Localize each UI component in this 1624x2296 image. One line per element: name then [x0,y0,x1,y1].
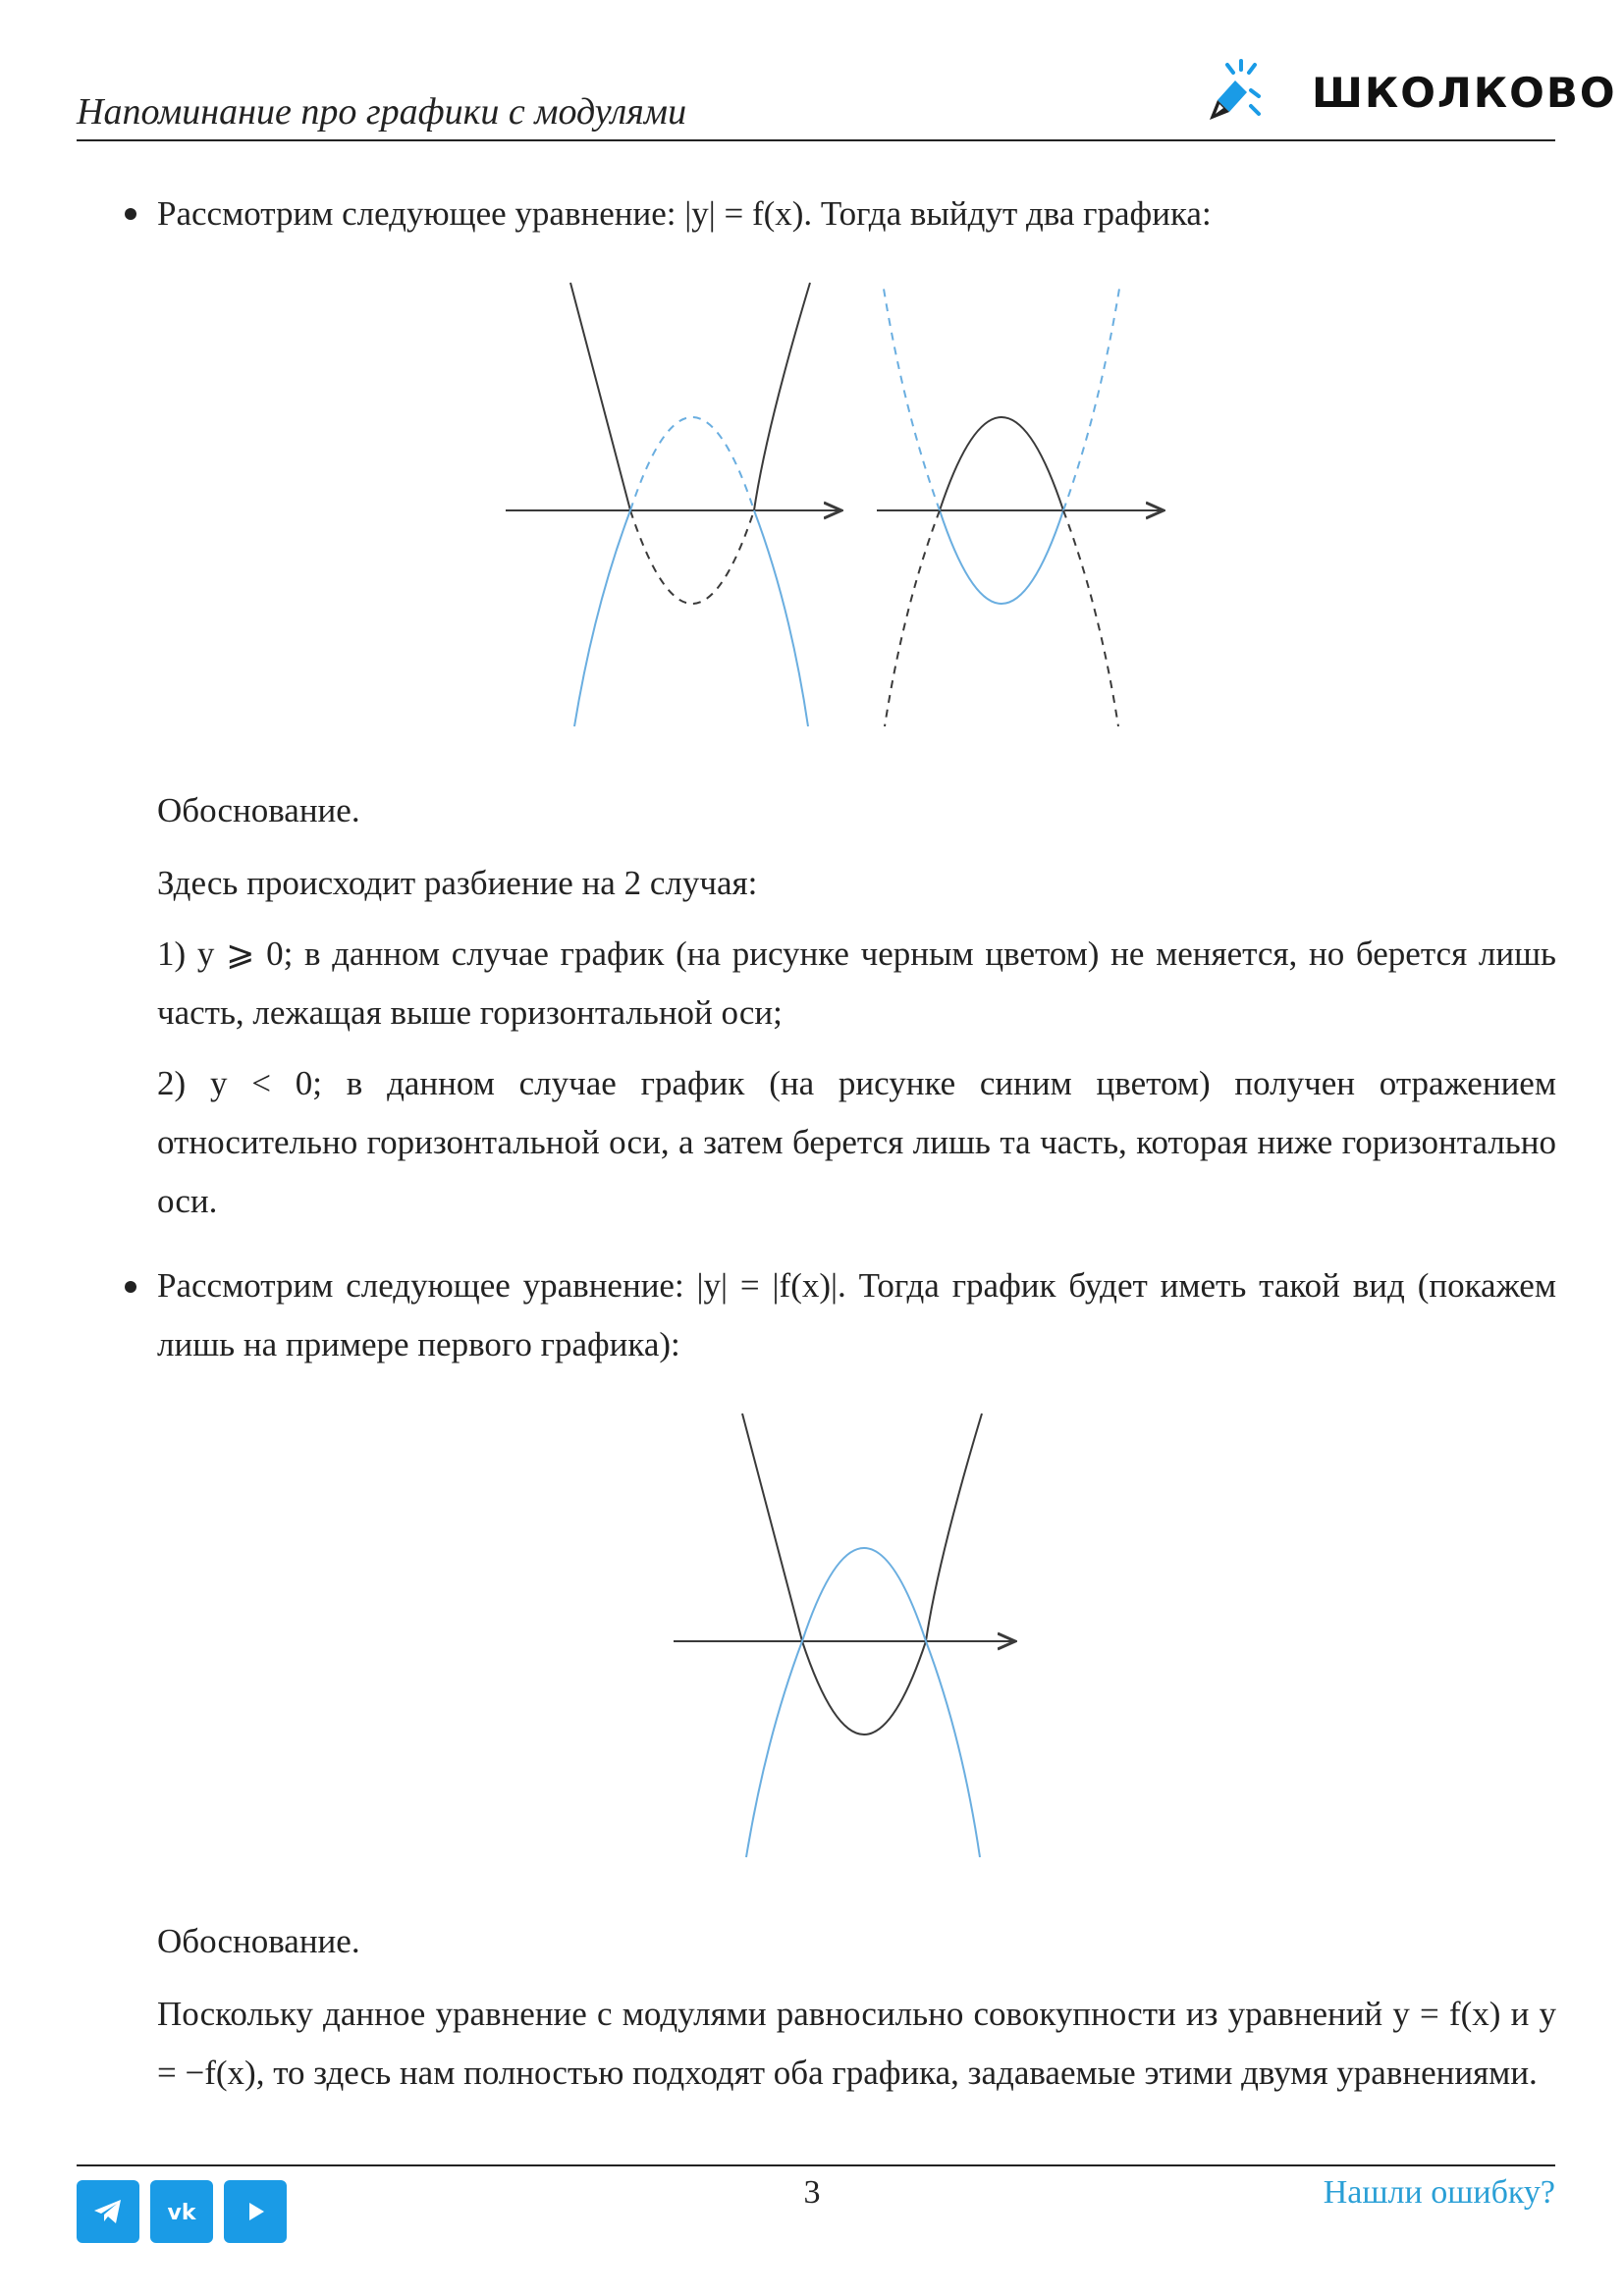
section1-justification-label: Обоснование. [157,791,360,829]
report-error-link[interactable]: Нашли ошибку? [1323,2174,1555,2211]
footer-divider [77,2164,1555,2166]
blue-dashed-right-branch [1063,283,1120,510]
section2-justification-label: Обоснование. [157,1922,360,1960]
logo-text: ШКОЛКОВО [1312,69,1617,117]
section1-intro: Рассмотрим следующее уравнение: |y| = f(x). Тогда выйдут два графика: [157,194,1212,233]
black-curve [742,1414,982,1735]
blue-curve-left-branch [574,510,630,726]
page-number: 3 [803,2174,821,2211]
blue-cup-segment [940,510,1063,604]
black-dashed-segment [630,510,754,604]
header-divider [77,139,1555,141]
section2-explanation: Поскольку данное уравнение с модулями равносильно совокупности из уравнений y = f(x) и y = −f(x), то здесь нам полностью подходят оба графика, задаваемые этими двумя уравнениями. [157,1995,1556,2092]
section1-case2: 2) y < 0; в данном случае график (на рисунке синим цветом) получен отражением относительно горизонтальной оси, а затем берется лишь та часть, которая ниже горизонтально оси. [157,1064,1556,1220]
black-curve-left-branch [570,283,630,510]
bullet-point [125,1281,136,1293]
graph-abs-both [668,1404,1021,1865]
blue-dashed-segment [630,417,754,510]
graph-right [877,283,1162,726]
black-curve-right-branch [754,283,810,510]
blue-dashed-left-branch [883,283,940,510]
black-dashed-right-branch [1063,510,1118,726]
graph-pair-1 [496,273,1183,734]
section1-split-text: Здесь происходит разбиение на 2 случая: [157,864,758,902]
blue-curve [746,1548,980,1857]
svg-text:vk: vk [167,2201,196,2225]
black-dashed-left-branch [885,510,940,726]
page-header-title: Напоминание про графики с модулями [77,91,687,133]
blue-curve-right-branch [754,510,808,726]
graph-left [506,283,839,726]
black-cap-segment [940,417,1063,510]
section2-intro: Рассмотрим следующее уравнение: |y| = |f(x)|. Тогда график будет иметь такой вид (покажем лишь на примере первого графика): [157,1266,1556,1363]
bullet-point [125,208,136,220]
section1-case1: 1) y ⩾ 0; в данном случае график (на рисунке черным цветом) не меняется, но берется лишь часть, лежащая выше горизонтальной оси; [157,934,1556,1032]
